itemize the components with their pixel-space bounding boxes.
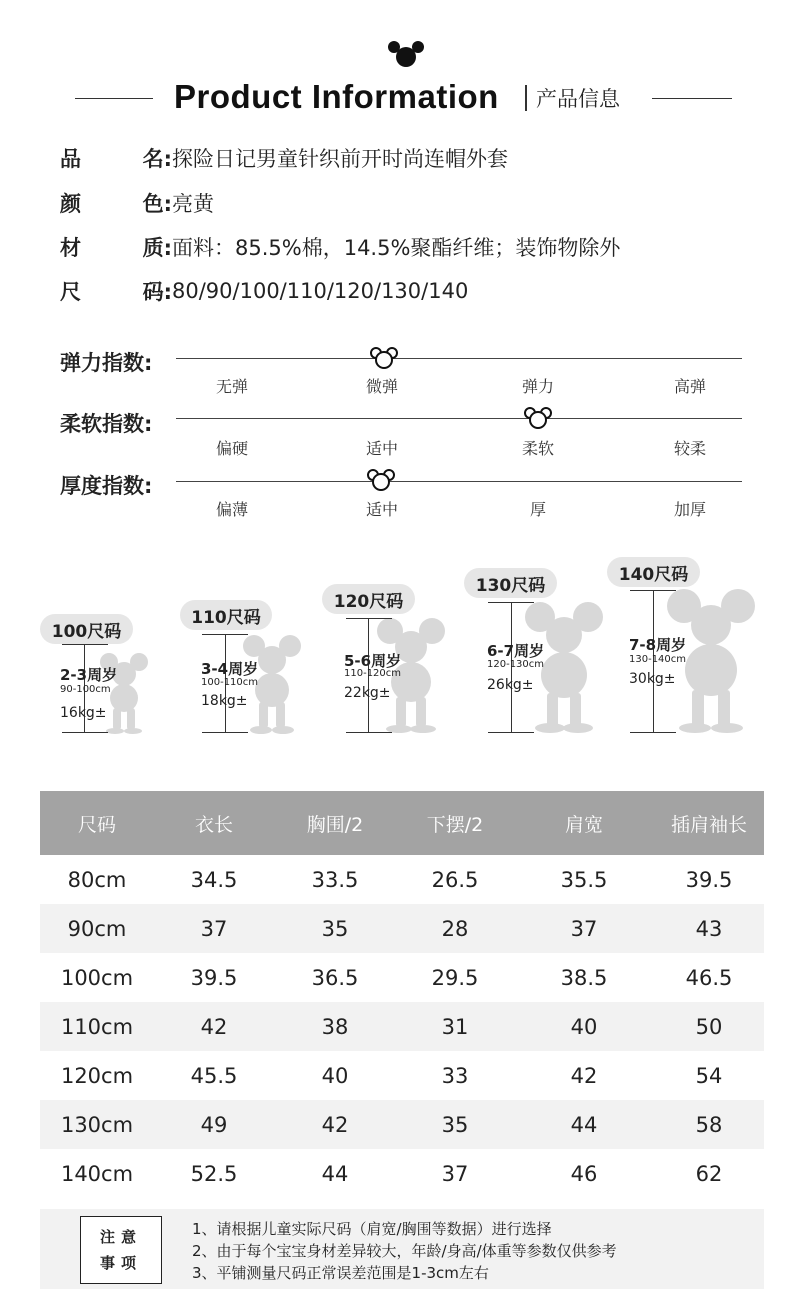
- table-cell: 52.5: [190, 1161, 238, 1186]
- size-bracket: [488, 602, 534, 603]
- size-weight: 26kg±: [487, 677, 534, 693]
- table-row: [40, 1149, 764, 1198]
- mouse-marker-icon: [370, 346, 398, 370]
- thickness-title: 厚度指数:: [60, 474, 153, 498]
- scale-label: 加厚: [673, 500, 706, 519]
- table-row: [40, 953, 764, 1002]
- size-bracket: [488, 732, 534, 733]
- notes-label-line2: 事项: [99, 1254, 142, 1272]
- size-bracket: [346, 618, 392, 619]
- page-title-cn: 产品信息: [536, 87, 620, 111]
- size-badge: 100尺码: [40, 614, 133, 644]
- notes-label-box: [80, 1216, 162, 1284]
- scale-label: 偏薄: [215, 500, 248, 519]
- table-cell: 120cm: [60, 1063, 134, 1088]
- table-cell: 31: [441, 1014, 469, 1039]
- table-header-cell: 下摆/2: [426, 813, 484, 836]
- size-badge: 130尺码: [464, 568, 557, 598]
- scale-label: 弹力: [521, 377, 554, 396]
- size-weight: 30kg±: [629, 671, 676, 687]
- table-cell: 45.5: [190, 1063, 238, 1088]
- table-header-row: [40, 791, 764, 855]
- info-label: 品 名:: [60, 147, 172, 171]
- size-height: 120-130cm: [487, 659, 545, 670]
- info-row-material: [60, 232, 620, 262]
- header-separator: [525, 85, 527, 111]
- table-cell: 46.5: [685, 965, 733, 990]
- table-cell: 35: [441, 1112, 469, 1137]
- elasticity-title: 弹力指数:: [60, 351, 153, 375]
- note-line: 3、平铺测量尺码正常误差范围是1-3cm左右: [192, 1264, 489, 1282]
- mouse-marker-icon: [524, 406, 552, 430]
- table-cell: 33.5: [311, 867, 359, 892]
- size-age: 2-3周岁: [60, 666, 118, 684]
- table-header-cell: 插肩袖长: [670, 813, 747, 836]
- size-bracket: [202, 634, 248, 635]
- table-cell: 33: [441, 1063, 469, 1088]
- info-row-color: [60, 188, 214, 218]
- size-height: 110-120cm: [344, 668, 402, 679]
- scale-label: 适中: [365, 500, 398, 519]
- table-header-cell: 胸围/2: [306, 813, 364, 836]
- table-row: [40, 1002, 764, 1051]
- size-weight: 18kg±: [201, 693, 248, 709]
- table-cell: 42: [570, 1063, 598, 1088]
- size-bracket: [62, 732, 108, 733]
- table-cell: 39.5: [685, 867, 733, 892]
- size-badge: 110尺码: [180, 600, 272, 630]
- scale-label: 无弹: [215, 377, 248, 396]
- scale-label: 偏硬: [215, 439, 248, 458]
- scale-label: 厚: [529, 500, 546, 519]
- info-row-size: [60, 276, 468, 306]
- thickness-scale: [176, 481, 742, 482]
- page-title: Product Information: [174, 78, 499, 115]
- table-cell: 40: [321, 1063, 349, 1088]
- info-value: 80/90/100/110/120/130/140: [172, 279, 469, 303]
- table-cell: 35.5: [560, 867, 608, 892]
- size-bracket: [630, 590, 676, 591]
- table-header-cell: 肩宽: [564, 813, 603, 836]
- table-cell: 49: [200, 1112, 228, 1137]
- softness-scale: [176, 418, 742, 419]
- table-cell: 42: [200, 1014, 228, 1039]
- table-cell: 90cm: [67, 916, 127, 941]
- table-header-cell: 尺码: [77, 813, 116, 836]
- header-rule-left: [75, 98, 153, 99]
- scale-label: 适中: [365, 439, 398, 458]
- table-cell: 140cm: [60, 1161, 134, 1186]
- info-value: 面料：85.5%棉，14.5%聚酯纤维；装饰物除外: [172, 236, 621, 260]
- table-cell: 100cm: [60, 965, 134, 990]
- table-cell: 28: [441, 916, 469, 941]
- table-cell: 110cm: [60, 1014, 134, 1039]
- table-row: [40, 855, 764, 904]
- header-rule-right: [652, 98, 732, 99]
- size-badge: 140尺码: [607, 557, 700, 587]
- size-badge: 120尺码: [322, 584, 415, 614]
- info-row-name: [60, 143, 508, 173]
- table-cell: 62: [695, 1161, 723, 1186]
- info-value: 探险日记男童针织前开时尚连帽外套: [172, 147, 508, 171]
- table-cell: 46: [570, 1161, 598, 1186]
- size-weight: 22kg±: [344, 685, 391, 701]
- table-cell: 38.5: [560, 965, 608, 990]
- size-bracket: [202, 732, 248, 733]
- notes-label-line1: 注意: [99, 1228, 142, 1246]
- scale-label: 微弹: [365, 377, 398, 396]
- table-cell: 54: [695, 1063, 723, 1088]
- info-label: 颜 色:: [60, 192, 172, 216]
- size-height: 90-100cm: [60, 684, 111, 695]
- table-cell: 58: [695, 1112, 723, 1137]
- table-cell: 50: [695, 1014, 723, 1039]
- scale-label: 高弹: [673, 377, 706, 396]
- scale-label: 较柔: [673, 439, 706, 458]
- table-row: [40, 1100, 764, 1149]
- size-age: 3-4周岁: [201, 660, 259, 678]
- size-bracket: [346, 732, 392, 733]
- info-value: 亮黄: [172, 192, 214, 216]
- note-line: 1、请根据儿童实际尺码（肩宽/胸围等数据）进行选择: [192, 1220, 552, 1238]
- size-bracket: [630, 732, 676, 733]
- table-cell: 29.5: [431, 965, 479, 990]
- info-label: 尺 码:: [60, 280, 172, 304]
- size-table: [40, 791, 764, 1198]
- table-row: [40, 1051, 764, 1100]
- size-height: 100-110cm: [201, 677, 259, 688]
- table-cell: 37: [570, 916, 598, 941]
- table-cell: 36.5: [311, 965, 359, 990]
- table-cell: 44: [321, 1161, 349, 1186]
- size-weight: 16kg±: [60, 705, 107, 721]
- size-age: 7-8周岁: [629, 636, 687, 654]
- elasticity-scale: [176, 358, 742, 359]
- table-cell: 43: [695, 916, 723, 941]
- note-line: 2、由于每个宝宝身材差异较大，年龄/身高/体重等参数仅供参考: [192, 1242, 617, 1260]
- table-cell: 38: [321, 1014, 349, 1039]
- table-cell: 39.5: [190, 965, 238, 990]
- size-age: 5-6周岁: [344, 652, 402, 670]
- softness-title: 柔软指数:: [60, 412, 153, 436]
- table-header-cell: 衣长: [194, 813, 233, 836]
- table-cell: 26.5: [431, 867, 479, 892]
- table-row: [40, 904, 764, 953]
- table-cell: 130cm: [60, 1112, 134, 1137]
- size-bracket: [62, 644, 108, 645]
- size-height: 130-140cm: [629, 654, 687, 665]
- table-cell: 34.5: [190, 867, 238, 892]
- mouse-ears-icon: [388, 40, 424, 68]
- table-cell: 35: [321, 916, 349, 941]
- table-cell: 80cm: [67, 867, 127, 892]
- table-cell: 44: [570, 1112, 598, 1137]
- size-age: 6-7周岁: [487, 642, 545, 660]
- table-cell: 40: [570, 1014, 598, 1039]
- table-cell: 37: [200, 916, 228, 941]
- table-cell: 42: [321, 1112, 349, 1137]
- scale-label: 柔软: [521, 439, 554, 458]
- mouse-marker-icon: [367, 468, 395, 492]
- table-cell: 37: [441, 1161, 469, 1186]
- info-label: 材 质:: [60, 236, 172, 260]
